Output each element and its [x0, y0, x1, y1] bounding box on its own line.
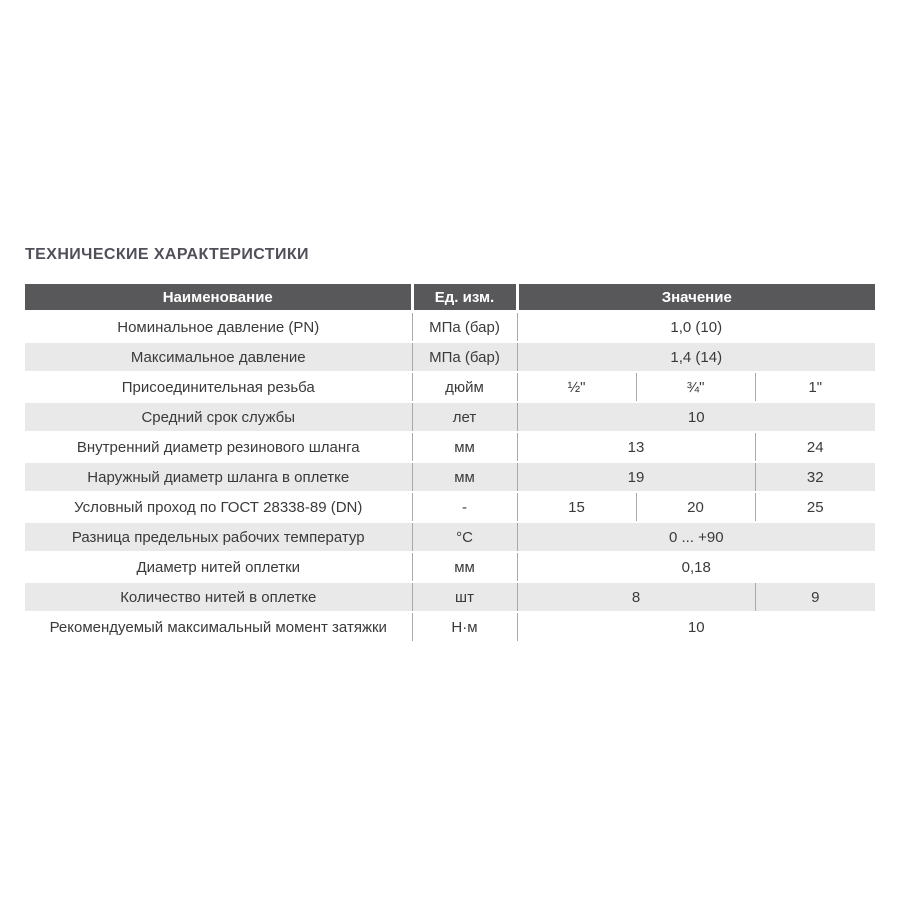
param-value: 10	[517, 402, 875, 432]
table-row	[25, 522, 875, 552]
param-name: Присоединительная резьба	[25, 372, 412, 402]
param-value: 32	[755, 462, 875, 492]
param-unit: шт	[412, 582, 517, 612]
param-value: 0,18	[517, 552, 875, 582]
param-unit: мм	[412, 432, 517, 462]
param-value: 19	[517, 462, 755, 492]
param-name: Условный проход по ГОСТ 28338-89 (DN)	[25, 492, 412, 522]
param-name: Номинальное давление (PN)	[25, 312, 412, 343]
param-value: 10	[517, 612, 875, 642]
param-value: 20	[636, 492, 755, 522]
table-row	[25, 312, 875, 343]
column-header-value: Значение	[517, 284, 875, 312]
spec-table	[25, 284, 875, 643]
param-name: Рекомендуемый максимальный момент затяжки	[25, 612, 412, 642]
param-name: Диаметр нитей оплетки	[25, 552, 412, 582]
param-value: 15	[517, 492, 636, 522]
column-header-unit: Ед. изм.	[412, 284, 517, 312]
param-unit: мм	[412, 552, 517, 582]
param-unit: МПа (бар)	[412, 342, 517, 372]
table-body	[25, 312, 875, 643]
param-value: 9	[755, 582, 875, 612]
param-name: Внутренний диаметр резинового шланга	[25, 432, 412, 462]
table-row	[25, 372, 875, 402]
table-row	[25, 462, 875, 492]
page-title: ТЕХНИЧЕСКИЕ ХАРАКТЕРИСТИКИ	[25, 246, 309, 263]
param-name: Максимальное давление	[25, 342, 412, 372]
param-unit: -	[412, 492, 517, 522]
param-unit: мм	[412, 462, 517, 492]
table-row	[25, 432, 875, 462]
param-name: Наружный диаметр шланга в оплетке	[25, 462, 412, 492]
table-row	[25, 402, 875, 432]
param-value: 24	[755, 432, 875, 462]
param-name: Разница предельных рабочих температур	[25, 522, 412, 552]
table-header-row	[25, 284, 875, 312]
param-unit: Н·м	[412, 612, 517, 642]
param-unit: °C	[412, 522, 517, 552]
param-unit: лет	[412, 402, 517, 432]
column-header-name: Наименование	[25, 284, 412, 312]
param-value: ½"	[517, 372, 636, 402]
table-row	[25, 582, 875, 612]
table-row	[25, 552, 875, 582]
table-row	[25, 492, 875, 522]
table-row	[25, 612, 875, 642]
param-value: 8	[517, 582, 755, 612]
param-value: 0 ... +90	[517, 522, 875, 552]
param-value: 1"	[755, 372, 875, 402]
param-value: 25	[755, 492, 875, 522]
param-name: Средний срок службы	[25, 402, 412, 432]
param-value: 1,4 (14)	[517, 342, 875, 372]
param-value: ¾"	[636, 372, 755, 402]
param-unit: МПа (бар)	[412, 312, 517, 343]
param-value: 1,0 (10)	[517, 312, 875, 343]
table-row	[25, 342, 875, 372]
param-value: 13	[517, 432, 755, 462]
param-name: Количество нитей в оплетке	[25, 582, 412, 612]
param-unit: дюйм	[412, 372, 517, 402]
